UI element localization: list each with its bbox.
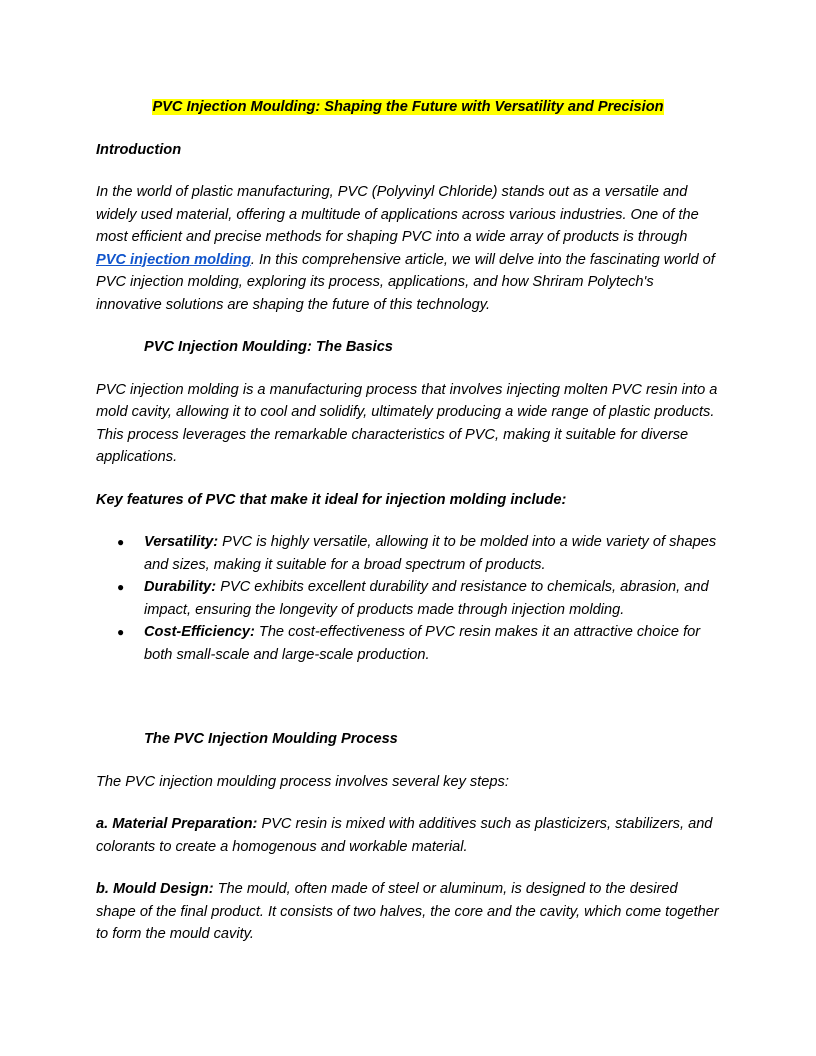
feature-text: PVC is highly versatile, allowing it to be molded into a wide variety of shapes and sizes, making it suitable for a broad spectrum of products. bbox=[144, 534, 717, 573]
step-text: PVC resin is mixed with additives such as plasticizers, stabilizers, and colorants to create a homogenous and workable material. bbox=[96, 816, 713, 855]
feature-label: Cost-Efficiency: bbox=[144, 624, 255, 640]
process-heading: The PVC Injection Moulding Process bbox=[144, 731, 398, 747]
list-item bbox=[96, 531, 720, 576]
title-highlight: PVC Injection Moulding: Shaping the Future with Versatility and Precision bbox=[152, 99, 664, 115]
intro-text-before-link: In the world of plastic manufacturing, PVC (Polyvinyl Chloride) stands out as a versatile and widely used material, offering a multitude of applications across various industries. One of the most efficient and precise methods for shaping PVC into a wide array of products is through bbox=[96, 184, 699, 245]
pvc-injection-molding-link[interactable]: PVC injection molding bbox=[96, 251, 251, 268]
intro-paragraph bbox=[96, 181, 720, 316]
bullet-icon: ● bbox=[117, 580, 125, 594]
document-title bbox=[96, 96, 720, 119]
process-step-material-preparation bbox=[96, 813, 720, 858]
features-list bbox=[96, 531, 720, 666]
intro-text-after-link: . In this comprehensive article, we will delve into the fascinating world of PVC injection molding, exploring its process, applications, and how Shriram Polytech's innovative solutions are shaping the future of this technology. bbox=[96, 251, 715, 313]
intro-heading: Introduction bbox=[96, 141, 182, 158]
feature-label: Versatility: bbox=[144, 534, 219, 550]
basics-paragraph: PVC injection molding is a manufacturing process that involves injecting molten PVC resin into a mold cavity, allowing it to cool and solidify, ultimately producing a wide range of plastic products. This process leverages the remarkable characteristics of PVC, making it suitable for diverse applications. bbox=[96, 381, 718, 465]
feature-text: The cost-effectiveness of PVC resin makes it an attractive choice for both small-scale and large-scale production. bbox=[144, 624, 701, 663]
step-label: a. Material Preparation: bbox=[96, 816, 258, 832]
feature-label: Durability: bbox=[144, 579, 217, 595]
step-text: The mould, often made of steel or aluminum, is designed to the desired shape of the final product. It consists of two halves, the core and the cavity, which come together to form the mould cavity. bbox=[96, 881, 719, 942]
features-heading: Key features of PVC that make it ideal for injection molding include: bbox=[96, 491, 567, 508]
step-label: b. Mould Design: bbox=[96, 881, 214, 897]
basics-heading: PVC Injection Moulding: The Basics bbox=[144, 339, 393, 355]
process-step-mould-design bbox=[96, 878, 720, 946]
list-item bbox=[96, 621, 720, 666]
document-page bbox=[96, 96, 720, 946]
bullet-icon: ● bbox=[117, 625, 125, 639]
bullet-icon: ● bbox=[117, 535, 125, 549]
feature-text: PVC exhibits excellent durability and resistance to chemicals, abrasion, and impact, ensuring the longevity of products made through injection molding. bbox=[144, 579, 709, 618]
process-intro: The PVC injection moulding process involves several key steps: bbox=[96, 773, 509, 790]
list-item bbox=[96, 576, 720, 621]
